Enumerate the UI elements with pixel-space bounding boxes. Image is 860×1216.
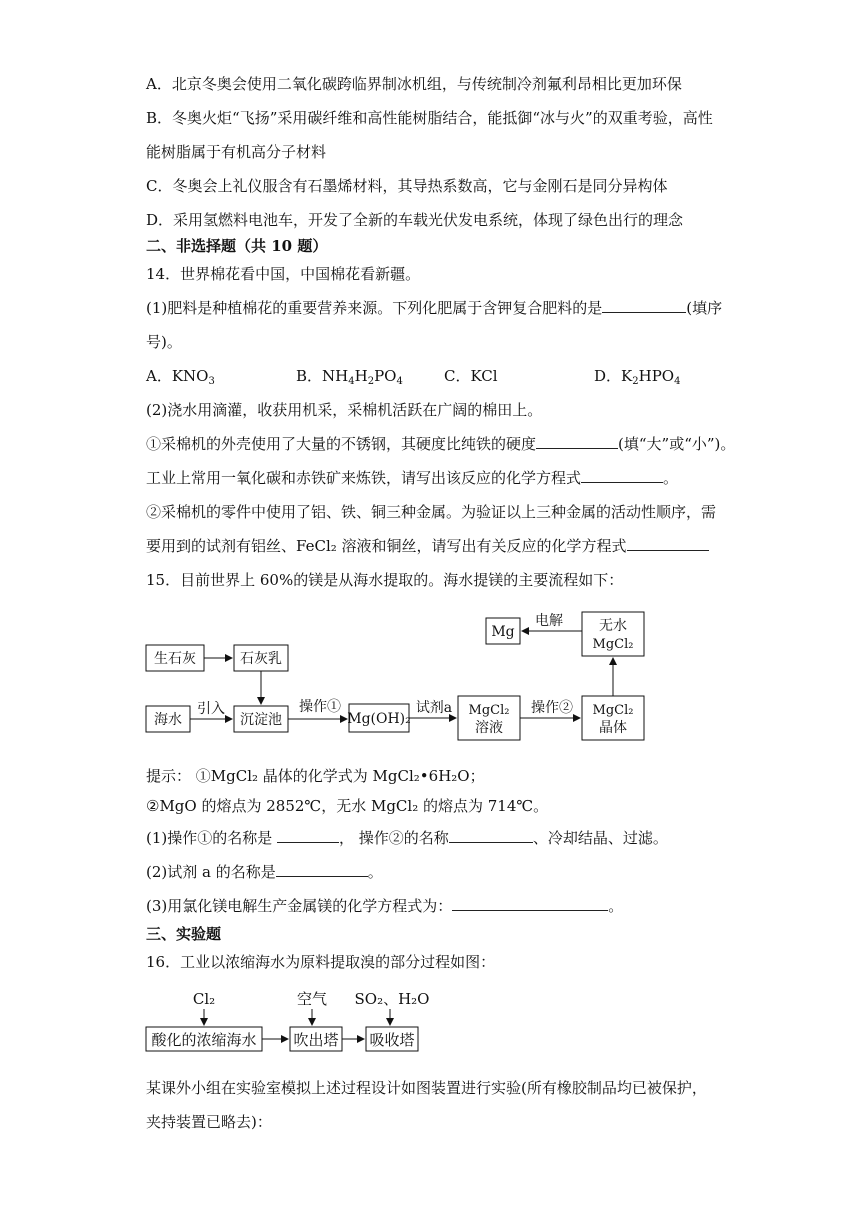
input-air: 空气: [296, 990, 328, 1008]
q15-part1-tail: 、冷却结晶、过滤。: [532, 829, 668, 847]
q13-option-b-line1: B．冬奥火炬“飞扬”采用碳纤维和高性能树脂结合，能抵御“冰与火”的双重考验，高性: [146, 109, 713, 127]
q16-paragraph-line1: 某课外小组在实验室模拟上述过程设计如图装置进行实验(所有橡胶制品均已被保护，: [146, 1079, 707, 1097]
answer-blank[interactable]: [536, 434, 618, 449]
q15-part2-tail: 。: [367, 863, 383, 881]
q14-choice-d: D．$K_2HPO_4$: [594, 367, 681, 387]
q15-hint2: ②MgO 的熔点为 2852℃，无水 MgCl₂ 的熔点为 714℃。: [146, 797, 549, 815]
q14-part2: (2)浇水用滴灌，收获用机采，采棉机活跃在广阔的棉田上。: [146, 401, 543, 419]
q14-part2-4-text: 要用到的试剂有铝丝、FeCl₂ 溶液和铜丝，请写出有关反应的化学方程式: [146, 537, 627, 555]
section-heading-3: 三、实验题: [146, 925, 222, 943]
q16-stem: 16．工业以浓缩海水为原料提取溴的部分过程如图：: [146, 953, 496, 971]
q15-part1-text: (1)操作①的名称是: [146, 829, 278, 847]
q15-part3: [146, 896, 623, 916]
answer-blank[interactable]: [277, 828, 339, 843]
node-mg: Mg: [491, 624, 515, 640]
node-solution-line1: MgCl₂: [468, 703, 510, 718]
mg-extraction-flowchart: [0, 600, 860, 760]
q15-part1-mid: ， 操作②的名称: [339, 829, 449, 847]
node-anhydrous-line1: 无水: [599, 618, 627, 634]
q14-part2-1: [146, 434, 735, 454]
q14-choice-b: B．$NH_4H_2PO_4$: [296, 367, 403, 387]
node-absorb-tower: 吸收塔: [369, 1031, 415, 1049]
q14-choice-a: A．$KNO_3$: [146, 367, 215, 387]
node-tank: 沉淀池: [240, 712, 282, 728]
section-heading-2: 二、非选择题（共 10 题）: [146, 237, 328, 255]
node-quicklime: 生石灰: [154, 651, 196, 667]
arrow-label-op1: 操作①: [299, 699, 341, 715]
bromine-extraction-flowchart: [0, 985, 860, 1055]
q14-stem: 14．世界棉花看中国，中国棉花看新疆。: [146, 265, 421, 283]
q14-part1-tail: (填序: [686, 299, 723, 317]
q14-part2-1-tail: (填“大”或“小”)。: [618, 435, 736, 453]
node-anhydrous-line2: MgCl₂: [592, 637, 634, 652]
node-limemilk: 石灰乳: [240, 651, 282, 667]
node-blow-tower: 吹出塔: [293, 1031, 339, 1049]
input-cl2: Cl₂: [192, 990, 216, 1008]
q15-stem: 15．目前世界上 60%的镁是从海水提取的。海水提镁的主要流程如下：: [146, 571, 624, 589]
q13-option-d: D．采用氢燃料电池车，开发了全新的车载光伏发电系统，体现了绿色出行的理念: [146, 211, 684, 229]
q13-option-a: A．北京冬奥会使用二氧化碳跨临界制冰机组，与传统制冷剂氟利昂相比更加环保: [146, 75, 682, 93]
q15-part3-text: (3)用氯化镁电解生产金属镁的化学方程式为：: [146, 897, 453, 915]
q15-part1: [146, 828, 668, 848]
q15-hint1: 提示： ①MgCl₂ 晶体的化学式为 MgCl₂•6H₂O；: [146, 767, 485, 785]
q14-part2-2-text: 工业上常用一氧化碳和赤铁矿来炼铁，请写出该反应的化学方程式: [146, 469, 582, 487]
answer-blank[interactable]: [627, 536, 709, 551]
arrow-label-electrolysis: 电解: [535, 613, 563, 629]
arrow-label-op2: 操作②: [531, 700, 573, 716]
q14-part2-3: ②采棉机的零件中使用了铝、铁、铜三种金属。为验证以上三种金属的活动性顺序，需: [146, 503, 717, 521]
q13-option-c: C．冬奥会上礼仪服含有石墨烯材料，其导热系数高，它与金刚石是同分异构体: [146, 177, 668, 195]
q14-part1: [146, 298, 722, 318]
q14-part1-text: (1)肥料是种植棉花的重要营养来源。下列化肥属于含钾复合肥料的是: [146, 299, 603, 317]
q14-part2-4: [146, 536, 709, 556]
q14-choice-c: C．KCl: [444, 367, 498, 385]
node-seawater: 海水: [154, 712, 182, 728]
q13-option-b-line2: 能树脂属于有机高分子材料: [146, 143, 327, 161]
node-crystal-line2: 晶体: [599, 720, 627, 736]
answer-blank[interactable]: [449, 828, 533, 843]
q14-part2-2: [146, 468, 678, 488]
arrow-label-reagent: 试剂a: [415, 700, 453, 716]
answer-blank[interactable]: [581, 468, 663, 483]
q15-part2: [146, 862, 383, 882]
q16-paragraph-line2: 夹持装置已略去)：: [146, 1113, 272, 1131]
node-crystal-line1: MgCl₂: [592, 703, 634, 718]
q14-part1-line2: 号)。: [146, 333, 182, 351]
input-so2-h2o: SO₂、H₂O: [354, 990, 430, 1008]
q15-part3-tail: 。: [608, 897, 624, 915]
q14-part2-1-text: ①采棉机的外壳使用了大量的不锈钢，其硬度比纯铁的硬度: [146, 435, 537, 453]
q15-part2-text: (2)试剂 a 的名称是: [146, 863, 276, 881]
arrow-label-intro: 引入: [197, 701, 225, 717]
node-mgoh2: Mg(OH)₂: [347, 711, 411, 727]
node-concentrated-seawater: 酸化的浓缩海水: [151, 1031, 257, 1049]
answer-blank[interactable]: [452, 896, 608, 911]
answer-blank[interactable]: [276, 862, 368, 877]
node-solution-line2: 溶液: [475, 720, 503, 736]
answer-blank[interactable]: [602, 298, 686, 313]
q14-part2-2-tail: 。: [663, 469, 679, 487]
